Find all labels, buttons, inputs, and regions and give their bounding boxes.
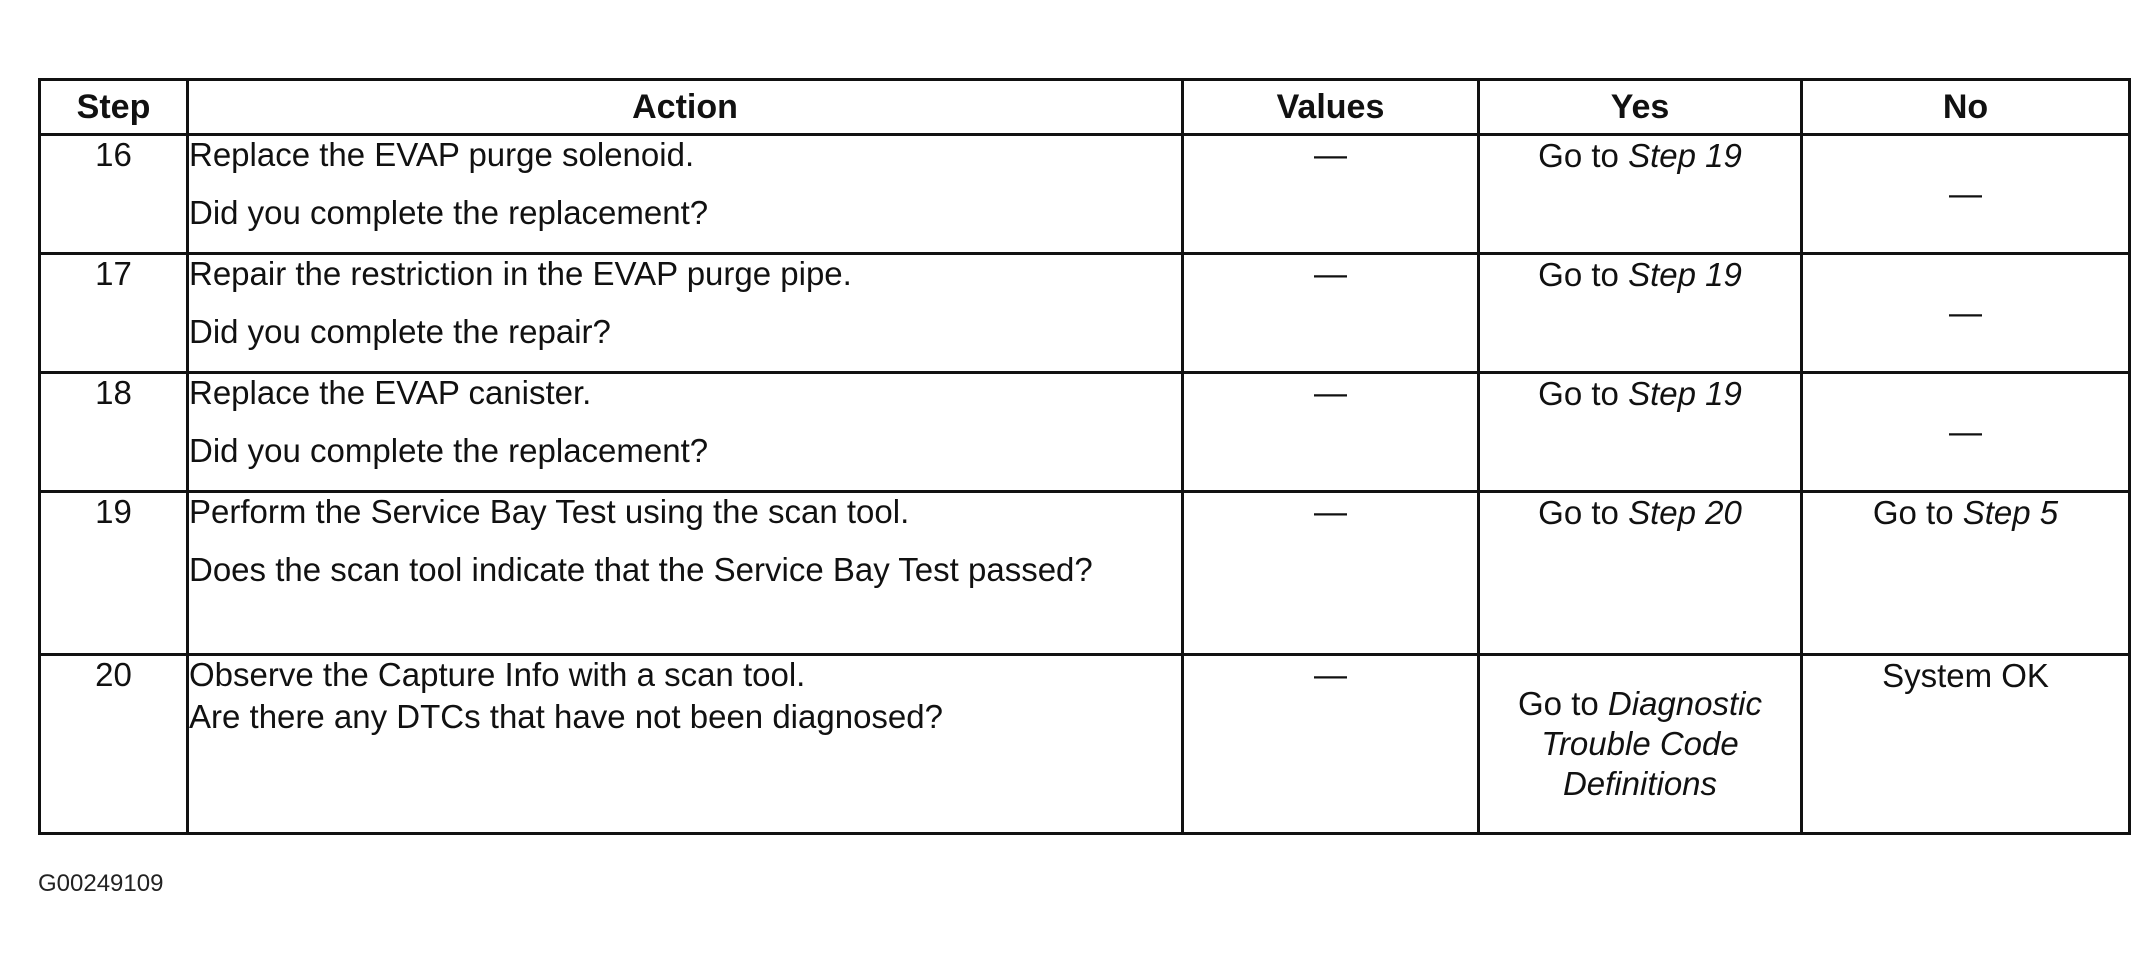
values-cell: — bbox=[1183, 135, 1479, 254]
no-cell: — bbox=[1802, 373, 2130, 492]
yes-line-1 bbox=[1480, 684, 1800, 724]
values-cell: — bbox=[1183, 373, 1479, 492]
yes-step-link[interactable]: Step 19 bbox=[1628, 375, 1742, 412]
diagnostic-table-container bbox=[38, 78, 2128, 835]
step-number: 17 bbox=[40, 254, 188, 373]
yes-prefix: Go to bbox=[1538, 256, 1629, 293]
no-cell: System OK bbox=[1802, 655, 2130, 834]
yes-step-link[interactable]: Step 19 bbox=[1628, 256, 1742, 293]
no-cell bbox=[1802, 492, 2130, 655]
action-cell bbox=[188, 135, 1183, 254]
yes-cell bbox=[1479, 373, 1802, 492]
values-cell: — bbox=[1183, 254, 1479, 373]
yes-cell bbox=[1479, 492, 1802, 655]
yes-cell bbox=[1479, 135, 1802, 254]
no-prefix: Go to bbox=[1872, 494, 1963, 531]
values-cell: — bbox=[1183, 655, 1479, 834]
table-row bbox=[40, 135, 2130, 254]
action-question: Did you complete the replacement? bbox=[189, 194, 709, 231]
yes-cell bbox=[1479, 655, 1802, 834]
table-header-row bbox=[40, 80, 2130, 135]
step-number: 19 bbox=[40, 492, 188, 655]
yes-prefix: Go to bbox=[1538, 494, 1629, 531]
table-row bbox=[40, 655, 2130, 834]
header-action: Action bbox=[188, 80, 1183, 135]
action-cell bbox=[188, 492, 1183, 655]
yes-step-link[interactable]: Step 19 bbox=[1628, 137, 1742, 174]
action-instruction: Replace the EVAP canister. bbox=[189, 374, 592, 411]
yes-step-link[interactable]: Step 20 bbox=[1628, 494, 1742, 531]
action-instruction: Repair the restriction in the EVAP purge pipe. bbox=[189, 255, 852, 292]
yes-ref-link-part-2[interactable]: Trouble Code bbox=[1541, 725, 1739, 762]
diagnostic-table bbox=[38, 78, 2131, 835]
action-question: Did you complete the replacement? bbox=[189, 432, 709, 469]
action-cell bbox=[188, 254, 1183, 373]
table-row bbox=[40, 373, 2130, 492]
header-yes: Yes bbox=[1479, 80, 1802, 135]
yes-cell bbox=[1479, 254, 1802, 373]
header-values: Values bbox=[1183, 80, 1479, 135]
step-number: 16 bbox=[40, 135, 188, 254]
values-cell: — bbox=[1183, 492, 1479, 655]
action-question: Are there any DTCs that have not been diagnosed? bbox=[189, 698, 943, 735]
action-cell bbox=[188, 373, 1183, 492]
no-cell: — bbox=[1802, 135, 2130, 254]
action-instruction: Observe the Capture Info with a scan tool. bbox=[189, 656, 806, 693]
action-instruction: Replace the EVAP purge solenoid. bbox=[189, 136, 695, 173]
header-step: Step bbox=[40, 80, 188, 135]
table-row bbox=[40, 492, 2130, 655]
yes-ref-link-part-1[interactable]: Diagnostic bbox=[1607, 685, 1762, 722]
action-instruction: Perform the Service Bay Test using the scan tool. bbox=[189, 493, 910, 530]
action-cell bbox=[188, 655, 1183, 834]
action-question: Did you complete the repair? bbox=[189, 313, 611, 350]
action-question: Does the scan tool indicate that the Service Bay Test passed? bbox=[189, 551, 1093, 588]
step-number: 18 bbox=[40, 373, 188, 492]
figure-id: G00249109 bbox=[38, 870, 164, 897]
no-cell: — bbox=[1802, 254, 2130, 373]
no-step-link[interactable]: Step 5 bbox=[1962, 494, 2059, 531]
yes-prefix: Go to bbox=[1538, 375, 1629, 412]
yes-prefix: Go to bbox=[1518, 685, 1608, 722]
step-number: 20 bbox=[40, 655, 188, 834]
yes-ref-link-part-3[interactable]: Definitions bbox=[1562, 765, 1718, 802]
yes-prefix: Go to bbox=[1538, 137, 1629, 174]
table-row bbox=[40, 254, 2130, 373]
header-no: No bbox=[1802, 80, 2130, 135]
